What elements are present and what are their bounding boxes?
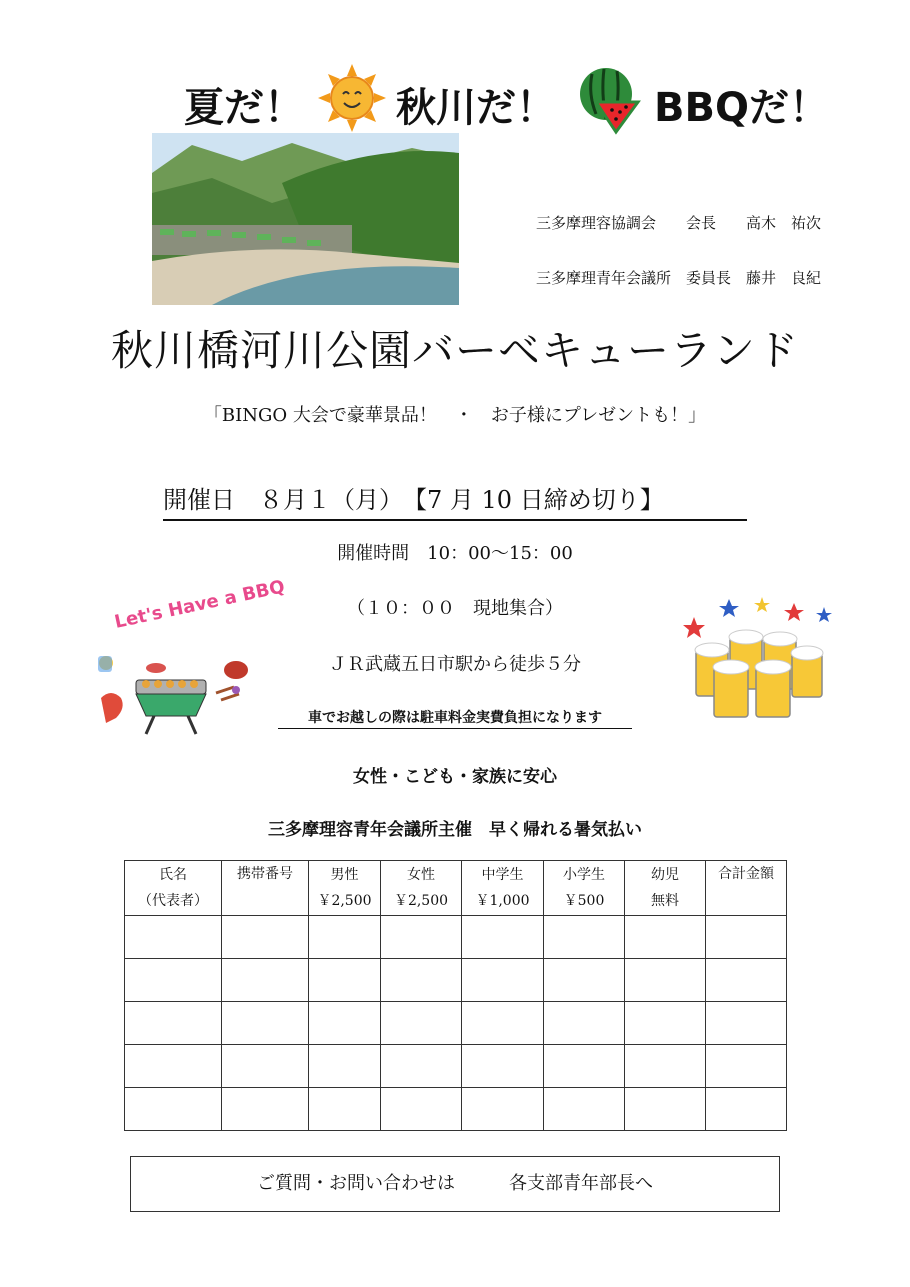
entry-cell[interactable] [625, 1002, 706, 1045]
entry-cell[interactable] [222, 959, 309, 1002]
headline-summer: 夏だ！ [184, 85, 304, 131]
entry-cell[interactable] [125, 1088, 222, 1131]
table-row [125, 1088, 787, 1131]
entry-cell[interactable] [125, 1045, 222, 1088]
organizer-line-1: 三多摩理容協調会 会長 高木 祐次 [536, 214, 822, 232]
entry-cell[interactable] [706, 1088, 787, 1131]
entry-cell[interactable] [125, 916, 222, 959]
entry-cell[interactable] [706, 916, 787, 959]
entry-cell[interactable] [381, 1045, 462, 1088]
header-name: 氏名 （代表者） [125, 861, 222, 916]
entry-cell[interactable] [309, 959, 381, 1002]
bbq-grill-illustration [96, 576, 287, 738]
entry-cell[interactable] [309, 1002, 381, 1045]
entry-cell[interactable] [381, 959, 462, 1002]
park-title: 秋川橋河川公園バーベキューランド [110, 326, 799, 375]
entry-cell[interactable] [462, 1088, 544, 1131]
bbq-lettering: Let's Have a BBQ [112, 576, 287, 633]
header-total: 合計金額 [706, 861, 787, 916]
entry-cell[interactable] [625, 916, 706, 959]
event-date: 開催日 ８月１（月） 【7 月 10 日締め切り】 [163, 480, 747, 521]
table-row [125, 1045, 787, 1088]
header-elementary: 小学生 ￥500 [544, 861, 625, 916]
safety-message: 女性・こども・家族に安心 [353, 767, 557, 787]
table-row [125, 1002, 787, 1045]
header-male: 男性 ￥2,500 [309, 861, 381, 916]
access-info: ＪＲ武蔵五日市駅から徒歩５分 [329, 654, 581, 675]
beer-toast-illustration [684, 595, 834, 725]
meeting-time: （１０：００ 現地集合） [347, 598, 563, 619]
entry-cell[interactable] [381, 916, 462, 959]
table-header-row [125, 861, 787, 916]
entry-cell[interactable] [625, 1088, 706, 1131]
contact-box: ご質問・お問い合わせは 各支部青年部長へ [130, 1156, 780, 1212]
header-infant: 幼児 無料 [625, 861, 706, 916]
entry-cell[interactable] [381, 1002, 462, 1045]
entry-cell[interactable] [462, 916, 544, 959]
entry-cell[interactable] [309, 1045, 381, 1088]
entry-cell[interactable] [222, 1045, 309, 1088]
entry-cell[interactable] [309, 916, 381, 959]
entry-cell[interactable] [544, 1088, 625, 1131]
entry-cell[interactable] [706, 959, 787, 1002]
river-park-photo [152, 133, 459, 305]
entry-cell[interactable] [544, 1002, 625, 1045]
parking-note: 車でお越しの際は駐車料金実費負担になります [278, 707, 632, 729]
headline [0, 62, 910, 142]
header-female: 女性 ￥2,500 [381, 861, 462, 916]
event-time: 開催時間 10：00〜15：00 [337, 543, 573, 564]
headline-akigawa: 秋川だ！ [396, 85, 556, 131]
entry-cell[interactable] [706, 1045, 787, 1088]
watermelon-icon [574, 62, 646, 134]
table-row [125, 959, 787, 1002]
entry-cell[interactable] [309, 1088, 381, 1131]
entry-cell[interactable] [222, 1088, 309, 1131]
entry-cell[interactable] [544, 916, 625, 959]
table-row [125, 916, 787, 959]
entry-cell[interactable] [706, 1002, 787, 1045]
header-phone: 携帯番号 [222, 861, 309, 916]
entry-cell[interactable] [222, 916, 309, 959]
sun-face-icon [316, 62, 388, 134]
organizer-line-2: 三多摩理青年会議所 委員長 藤井 良紀 [536, 269, 822, 287]
header-junior-high: 中学生 ￥1,000 [462, 861, 544, 916]
entry-cell[interactable] [544, 959, 625, 1002]
entry-cell[interactable] [462, 1045, 544, 1088]
host-message: 三多摩理容青年会議所主催 早く帰れる暑気払い [268, 820, 642, 840]
entry-cell[interactable] [125, 1002, 222, 1045]
registration-table [124, 860, 787, 1131]
tagline: 「BINGO 大会で豪華景品！ ・ お子様にプレゼントも！」 [203, 405, 707, 426]
headline-bbq: BBQだ！ [654, 85, 829, 131]
entry-cell[interactable] [381, 1088, 462, 1131]
entry-cell[interactable] [625, 1045, 706, 1088]
entry-cell[interactable] [125, 959, 222, 1002]
entry-cell[interactable] [544, 1045, 625, 1088]
entry-cell[interactable] [222, 1002, 309, 1045]
entry-cell[interactable] [462, 1002, 544, 1045]
entry-cell[interactable] [625, 959, 706, 1002]
entry-cell[interactable] [462, 959, 544, 1002]
